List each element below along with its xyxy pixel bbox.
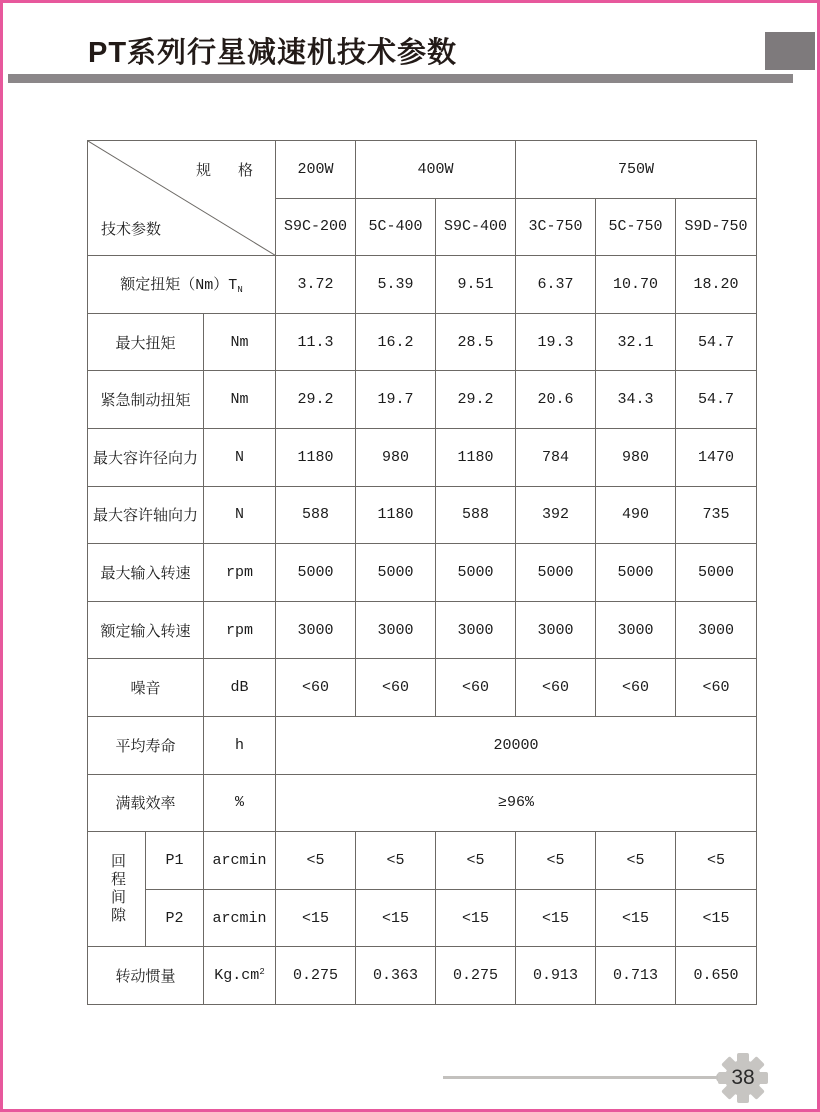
cell-value: <5 [676, 832, 757, 890]
cell-value: 588 [276, 486, 356, 544]
model-header: S9C-200 [276, 198, 356, 256]
header-spec-label: 规 格 [196, 163, 260, 180]
cell-value: 5000 [276, 544, 356, 602]
cell-value: <15 [356, 889, 436, 947]
cell-value: 980 [596, 428, 676, 486]
row-unit: dB [204, 659, 276, 717]
cell-value: 3000 [276, 601, 356, 659]
row-noise [88, 659, 757, 717]
row-unit: N [204, 486, 276, 544]
row-full-load-efficiency [88, 774, 757, 832]
row-label: 额定输入转速 [88, 601, 204, 659]
header-row-groups [88, 141, 757, 199]
row-unit: N [204, 428, 276, 486]
cell-value: <15 [516, 889, 596, 947]
cell-value: 3000 [516, 601, 596, 659]
cell-value: 19.3 [516, 313, 596, 371]
row-unit: $Kg.cm^2$ [204, 947, 276, 1005]
cell-value: 54.7 [676, 313, 757, 371]
cell-value: 3.72 [276, 256, 356, 314]
cell-value: 5000 [676, 544, 757, 602]
unit-superscript: 2 [259, 967, 265, 978]
cell-value: 0.650 [676, 947, 757, 1005]
row-label: 满载效率 [88, 774, 204, 832]
row-unit: Nm [204, 313, 276, 371]
row-max-input-speed [88, 544, 757, 602]
cell-value: 5000 [356, 544, 436, 602]
cell-value: 32.1 [596, 313, 676, 371]
cell-merged-value: ≥96% [276, 774, 757, 832]
cell-value: <15 [436, 889, 516, 947]
cell-value: 1180 [436, 428, 516, 486]
cell-value: 1470 [676, 428, 757, 486]
cell-value: 5000 [596, 544, 676, 602]
row-unit: rpm [204, 601, 276, 659]
cell-value: 54.7 [676, 371, 757, 429]
cell-value: 20.6 [516, 371, 596, 429]
row-label: 紧急制动扭矩 [88, 371, 204, 429]
cell-value: 0.275 [436, 947, 516, 1005]
row-label: P1 [146, 832, 204, 890]
row-rotational-inertia [88, 947, 757, 1005]
cell-value: 0.363 [356, 947, 436, 1005]
backlash-group-label: 回程间隙 [88, 832, 146, 947]
row-label: P2 [146, 889, 204, 947]
cell-value: 19.7 [356, 371, 436, 429]
cell-value: 11.3 [276, 313, 356, 371]
cell-value: 0.275 [276, 947, 356, 1005]
row-label: 噪音 [88, 659, 204, 717]
cell-value: <15 [596, 889, 676, 947]
row-unit: rpm [204, 544, 276, 602]
row-unit: h [204, 716, 276, 774]
cell-value: <60 [436, 659, 516, 717]
row-unit: arcmin [204, 889, 276, 947]
title-underline-bar [8, 74, 793, 83]
cell-value: 3000 [356, 601, 436, 659]
page-number-badge [717, 1052, 769, 1104]
cell-value: 735 [676, 486, 757, 544]
cell-value: 18.20 [676, 256, 757, 314]
cell-value: 29.2 [436, 371, 516, 429]
model-header: 5C-750 [596, 198, 676, 256]
cell-value: <60 [516, 659, 596, 717]
diagonal-header-cell [88, 141, 276, 256]
row-unit: arcmin [204, 832, 276, 890]
row-label: 最大容许轴向力 [88, 486, 204, 544]
cell-value: 5000 [436, 544, 516, 602]
row-label: 最大扭矩 [88, 313, 204, 371]
row-label: 转动惯量 [88, 947, 204, 1005]
cell-value: 490 [596, 486, 676, 544]
group-200w: 200W [276, 141, 356, 199]
row-max-radial-force [88, 428, 757, 486]
cell-value: 3000 [676, 601, 757, 659]
row-max-axial-force [88, 486, 757, 544]
group-400w: 400W [356, 141, 516, 199]
row-rated-input-speed [88, 601, 757, 659]
cell-value: 980 [356, 428, 436, 486]
row-label: 额定扭矩$(Nm)T_N$ [88, 256, 276, 314]
cell-value: 0.713 [596, 947, 676, 1005]
cell-value: 6.37 [516, 256, 596, 314]
cell-merged-value: 20000 [276, 716, 757, 774]
group-750w: 750W [516, 141, 757, 199]
cell-value: 28.5 [436, 313, 516, 371]
row-unit: % [204, 774, 276, 832]
cell-value: 3000 [436, 601, 516, 659]
model-header: 3C-750 [516, 198, 596, 256]
spec-table [87, 140, 757, 1005]
model-header: S9C-400 [436, 198, 516, 256]
cell-value: 34.3 [596, 371, 676, 429]
cell-value: 29.2 [276, 371, 356, 429]
cell-value: 9.51 [436, 256, 516, 314]
row-unit: Nm [204, 371, 276, 429]
row-backlash-p2 [88, 889, 757, 947]
row-average-life [88, 716, 757, 774]
row-label: 最大容许径向力 [88, 428, 204, 486]
cell-value: <5 [436, 832, 516, 890]
cell-value: 5.39 [356, 256, 436, 314]
cell-value: 16.2 [356, 313, 436, 371]
model-header: 5C-400 [356, 198, 436, 256]
cell-value: 392 [516, 486, 596, 544]
cell-value: 3000 [596, 601, 676, 659]
cell-value: <60 [676, 659, 757, 717]
header-param-label: 技术参数 [101, 222, 162, 240]
row-rated-torque [88, 256, 757, 314]
page-number: 38 [731, 1066, 755, 1089]
cell-value: <5 [276, 832, 356, 890]
row-max-torque [88, 313, 757, 371]
cell-value: 10.70 [596, 256, 676, 314]
cell-value: <60 [276, 659, 356, 717]
label-subscript: N [237, 285, 243, 296]
cell-value: 0.913 [516, 947, 596, 1005]
footer-rule [443, 1076, 725, 1079]
cell-value: 5000 [516, 544, 596, 602]
row-label: 平均寿命 [88, 716, 204, 774]
cell-value: <15 [276, 889, 356, 947]
row-backlash-p1 [88, 832, 757, 890]
row-label: 最大输入转速 [88, 544, 204, 602]
cell-value: 1180 [276, 428, 356, 486]
cell-value: 1180 [356, 486, 436, 544]
cell-value: 784 [516, 428, 596, 486]
row-emergency-brake-torque [88, 371, 757, 429]
page-title: PT系列行星减速机技术参数 [88, 37, 458, 69]
corner-decoration-block [765, 32, 815, 70]
model-header: S9D-750 [676, 198, 757, 256]
cell-value: <15 [676, 889, 757, 947]
cell-value: 588 [436, 486, 516, 544]
cell-value: <60 [596, 659, 676, 717]
cell-value: <60 [356, 659, 436, 717]
cell-value: <5 [356, 832, 436, 890]
cell-value: <5 [596, 832, 676, 890]
cell-value: <5 [516, 832, 596, 890]
